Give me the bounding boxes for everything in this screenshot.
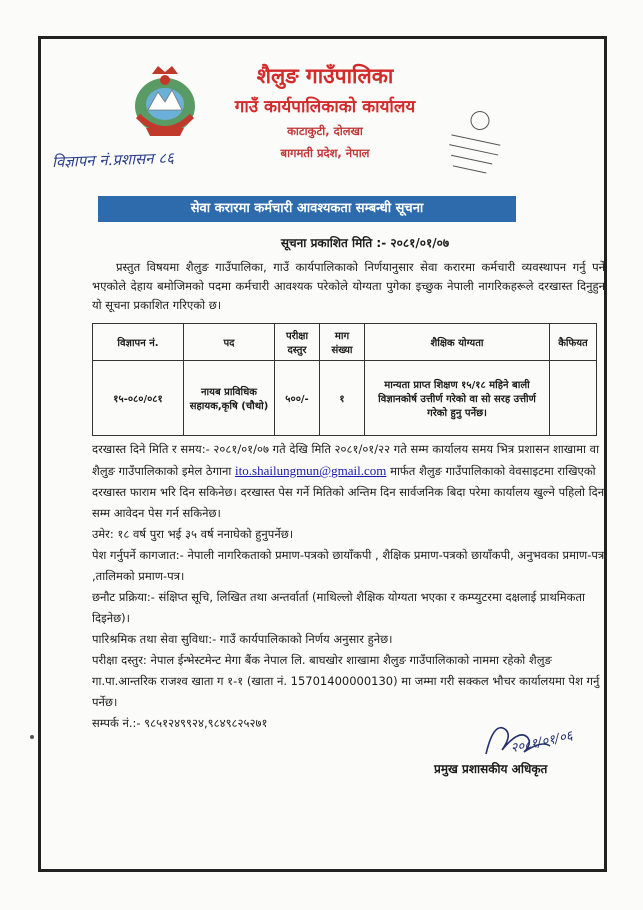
- scan-speck: [30, 735, 34, 739]
- municipality-title: शैलुङ गाउँपालिका: [256, 64, 394, 88]
- cell-exam-fee: ५००/-: [275, 361, 320, 436]
- notice-body: [92, 439, 605, 734]
- cell-qualification: मान्यता प्राप्त शिक्षण १५/१८ महिने बाली विज्ञानकोर्ष उत्तीर्ण गरेको वा सो सरह उत्तीर्ण गरेको हुनु पर्नेछ।: [365, 361, 550, 436]
- cell-ad-number: १५-०८०/०८१: [93, 361, 184, 436]
- table-row: [93, 361, 597, 436]
- table-header-row: [93, 324, 597, 361]
- contact-numbers: सम्पर्क नं.:- ९८५१२४९९२४,९८४९८२५२७१: [92, 716, 268, 730]
- handwritten-ad-number: विज्ञापन नं.प्रशासन ८६: [51, 148, 175, 172]
- intro-paragraph: [92, 258, 605, 315]
- age-requirement: उमेर: १८ वर्ष पुरा भई ३५ वर्ष ननाघेको हुनुपर्नेछ।: [92, 527, 294, 541]
- col-ad-number: विज्ञापन नं.: [93, 324, 184, 361]
- col-post: पद: [184, 324, 275, 361]
- signature-date: २०८१/०१/०६: [509, 728, 575, 757]
- col-exam-fee: परीक्षा दस्तुर: [275, 324, 320, 361]
- col-remarks: कैफियत: [550, 324, 597, 361]
- cell-post: नायब प्राविधिक सहायक,कृषि (चौथो): [184, 361, 275, 436]
- application-paragraph: [92, 439, 605, 524]
- signatory-designation: प्रमुख प्रशासकीय अधिकृत: [434, 762, 548, 776]
- office-address: काटाकुटी, दोलखा: [287, 124, 363, 138]
- office-stamp-icon: [440, 104, 510, 184]
- selection-process: छनौट प्रक्रिया:- संक्षिप्त सूचि, लिखित तथा अन्तर्वार्ता (माथिल्लो शैक्षिक योग्यता भएका र कम्प्युटरमा दक्षलाई प्राथमिकता दिइनेछ)।: [92, 590, 586, 625]
- exam-fee-payment: परीक्षा दस्तुर: नेपाल ईन्भेस्टमेन्ट मेगा बैंक नेपाल लि. बाघखोर शाखामा शैलुङ गाउँपालिकाको नाममा रहेको शैलुङ गा.पा.आन्तरिक राजश्व खाता ग १-१ (खाता नं. 15701400000130) मा जम्मा गरी सक्कल भौचर कार्यालयमा पेश गर्नु पर्नेछ।: [92, 653, 600, 709]
- vacancy-table: [92, 323, 597, 436]
- remuneration: पारिश्रमिक तथा सेवा सुविधा:- गाउँ कार्यपालिकाको निर्णय अनुसार हुनेछ।: [92, 632, 393, 646]
- published-date: सूचना प्रकाशित मिति :- २०८१/०१/०७: [280, 236, 450, 250]
- notice-title: सेवा करारमा कर्मचारी आवश्यकता सम्बन्धी सूचना: [98, 196, 516, 222]
- cell-demand: १: [320, 361, 365, 436]
- email-link[interactable]: ito.shailungmun@gmail.com: [235, 463, 387, 478]
- cell-remarks: [550, 361, 597, 436]
- col-qualification: शैक्षिक योग्यता: [365, 324, 550, 361]
- application-text-1: दरखास्त दिने मिति र समय:- २०८१/०१/०७ गते देखि मिति २०८१/०१/२२ गते सम्म कार्यालय समय भित्र प्रशासन शाखामा वा शैलुङ गाउँपालिकाको इमेल ठेगाना: [92, 442, 600, 478]
- intro-text: प्रस्तुत विषयमा शैलुङ गाउँपालिका, गाउँ कार्यपालिकाको निर्णयानुसार सेवा करारमा कर्मचारी व्यवस्थापन गर्नु पर्ने भएकोले देहाय बमोजिमको पदमा कर्मचारी आवश्यक परेकोले योग्यता पुगेका इच्छुक नेपाली नागरिकहरूले दरखास्त दिनुहुन यो सूचना प्रकाशित गरिएको छ।: [92, 260, 605, 312]
- office-province: बागमती प्रदेश, नेपाल: [280, 146, 370, 160]
- required-documents: पेश गर्नुपर्ने कागजात:- नेपाली नागरिकताको प्रमाण-पत्रको छायाँकपी , शैक्षिक प्रमाण-पत्रको छायाँकपी, अनुभवका प्रमाण-पत्र ,तालिमको प्रमाण-पत्र।: [92, 548, 605, 583]
- application-text-2: मार्फत शैलुङ गाउँपालिकाको वेवसाइटमा राखिएको दरखास्त फाराम भरि दिन सकिनेछ। दरखास्त पेस गर्ने मितिको अन्तिम दिन सार्वजनिक बिदा परेमा कार्यालय खुल्ने पहिलो दिन सम्म आवेदन पेस गर्न सकिनेछ।: [92, 464, 605, 520]
- office-title: गाउँ कार्यपालिकाको कार्यालय: [234, 97, 416, 117]
- col-demand: माग संख्या: [320, 324, 365, 361]
